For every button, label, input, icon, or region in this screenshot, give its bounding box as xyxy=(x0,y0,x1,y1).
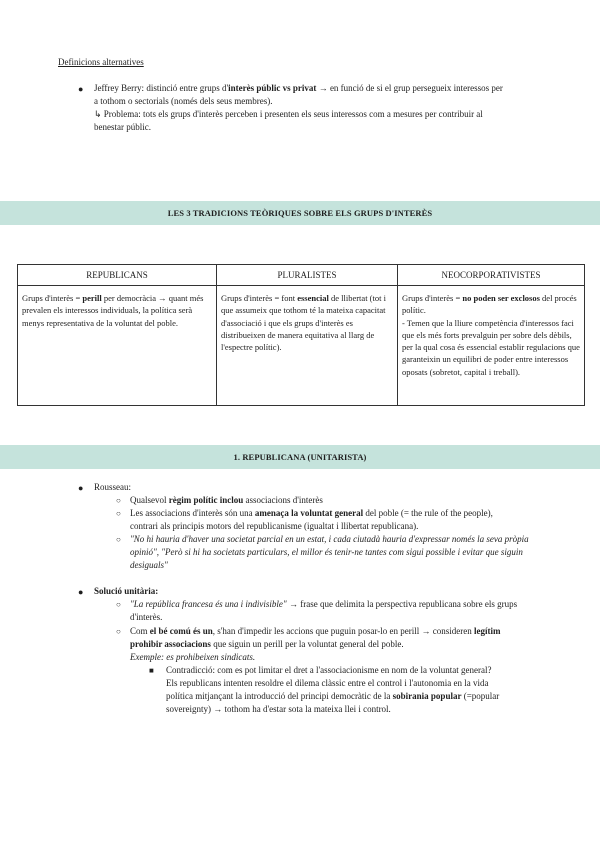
contradiccio-line-2: Els republicans intenten resoldre el dilema clàssic entre el control i l'autonomia en la vida xyxy=(166,678,489,688)
rousseau-item-2-line-2: contrari als principis motors del republicanisme (igualtat i llibertat republicana). xyxy=(130,521,419,531)
section-banner-tradicions: LES 3 TRADICIONS TEÒRIQUES SOBRE ELS GRUPS D'INTERÈS xyxy=(0,201,600,225)
solucio-item-2-line-2: prohibir associacions que siguin un perill per la voluntat general del poble. xyxy=(130,639,404,649)
rousseau-quote-line-1: "No hi hauria d'haver una societat parcial en un estat, i cada ciutadà hauria d'expressar només la seva pròpia xyxy=(130,534,529,544)
cell-republicans: Grups d'interès = perill per democràcia → quant més prevalen els interessos individuals, la política serà menys representativa de la voluntat del poble. xyxy=(18,286,217,406)
solucio-label: Solució unitària: xyxy=(94,586,159,596)
solucio-item-1-line-2: d'interès. xyxy=(130,612,163,622)
bullet-dot: ● xyxy=(78,587,84,597)
table-header-row xyxy=(18,265,585,286)
column-header-republicans: REPUBLICANS xyxy=(18,265,217,286)
column-header-neocorporativistes: NEOCORPORATIVISTES xyxy=(398,265,585,286)
rousseau-item-2: Les associacions d'interès són una amenaça la voluntat general del poble (= the rule of the people), xyxy=(130,508,493,518)
rousseau-label: Rousseau: xyxy=(94,482,131,492)
column-header-pluralistes: PLURALISTES xyxy=(217,265,398,286)
section-banner-republicana: 1. REPUBLICANA (UNITARISTA) xyxy=(0,445,600,469)
contradiccio-line-4: sovereignty) → tothom ha d'estar sota la mateixa llei i control. xyxy=(166,704,391,714)
sub-bullet: ○ xyxy=(116,496,121,505)
rousseau-quote-line-3: desiguals" xyxy=(130,560,168,570)
sub-bullet: ○ xyxy=(116,600,121,609)
section-heading-definicions: Definicions alternatives xyxy=(58,57,144,67)
berry-line-4: benestar públic. xyxy=(94,122,151,132)
berry-line-3: ↳ Problema: tots els grups d'interès perceben i presenten els seus interessos com a mesures per contribuir al xyxy=(94,109,483,119)
solucio-example: Exemple: es prohibeixen sindicats. xyxy=(130,652,256,662)
rousseau-quote-line-2: opinió", "Però si hi ha societats particulars, el millor és tenir-ne tantes com sigui possible i evitar que siguin xyxy=(130,547,523,557)
table-row xyxy=(18,286,585,406)
bullet-dot: ● xyxy=(78,483,84,493)
rousseau-item-1: Qualsevol règim polític inclou associacions d'interès xyxy=(130,495,323,505)
solucio-item-1: "La república francesa és una i indivisible" → frase que delimita la perspectiva republicana sobre els grups xyxy=(130,599,518,609)
berry-line-1: Jeffrey Berry: distinció entre grups d'interès públic vs privat → en funció de si el grup persegueix interessos per xyxy=(94,83,503,93)
sub-bullet: ○ xyxy=(116,509,121,518)
solucio-item-2: Com el bé comú és un, s'han d'impedir les accions que puguin posar-lo en perill → consideren legítim xyxy=(130,626,501,636)
sub-bullet: ○ xyxy=(116,535,121,544)
sub-bullet: ○ xyxy=(116,627,121,636)
cell-pluralistes: Grups d'interès = font essencial de llibertat (tot i que assumeix que tothom té la mateixa capacitat d'associació i que els grups d'interès es distribueixen de manera equitativa al llarg de l'espectre polític). xyxy=(217,286,398,406)
bullet-dot: ● xyxy=(78,84,84,94)
sub-sub-bullet: ■ xyxy=(149,666,154,675)
contradiccio-line-3: política mitjançant la introducció del principi democràtic de la sobirania popular (=popular xyxy=(166,691,500,701)
contradiccio-line-1: Contradicció: com es pot limitar el dret a l'associacionisme en nom de la voluntat general? xyxy=(166,665,492,675)
traditions-table xyxy=(17,264,585,406)
berry-line-2: a tothom o sectorials (només dels seus membres). xyxy=(94,96,273,106)
cell-neocorporativistes: Grups d'interès = no poden ser exclosos del procés polític. - Temen que la lliure competència d'interessos faci que els més forts prevalguin per sobre dels dèbils, per la qual cosa és essencial establir regulacions que garanteixin un equilibri de poder entre interessos oposats (sobretot, capital i treball). xyxy=(398,286,585,406)
